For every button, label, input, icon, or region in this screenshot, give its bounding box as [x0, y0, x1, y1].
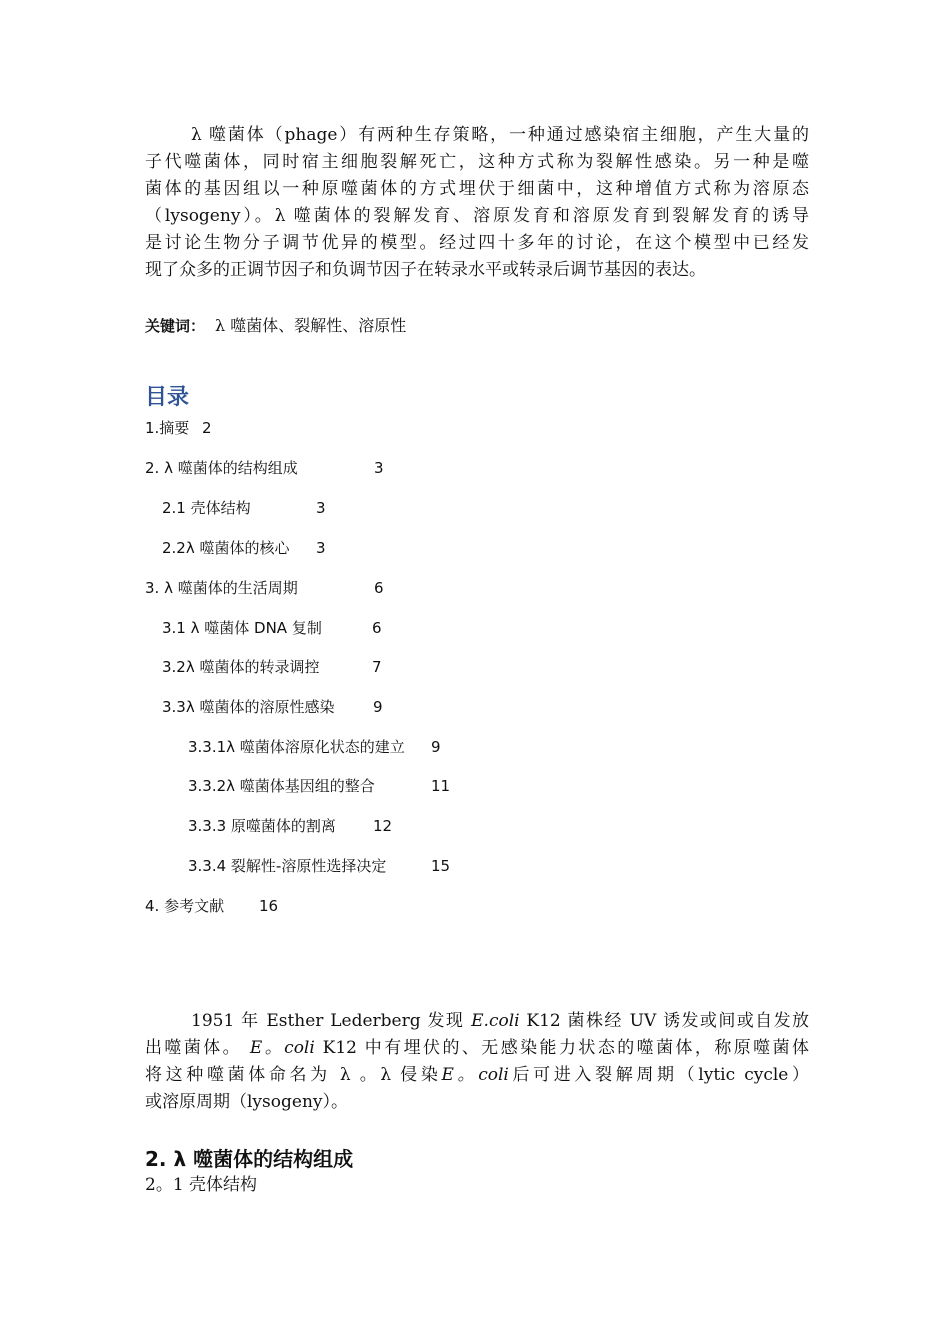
intro-paragraph [145, 1008, 809, 1116]
toc-entry-label: 3.3.2λ 噬菌体基因组的整合 [188, 777, 375, 795]
abstract-line: 现了众多的正调节因子和负调节因子在转录水平或转录后调节基因的表达。 [145, 260, 706, 280]
toc-entry-page: 15 [431, 857, 451, 875]
toc-entry-label: 3.2λ 噬菌体的转录调控 [162, 658, 320, 676]
species-name: E。coli [249, 1038, 315, 1058]
toc-entry-page: 3 [374, 459, 384, 477]
abstract-line: λ 噬菌体（phage）有两种生存策略，一种通过感染宿主细胞，产生大量的 [191, 125, 809, 145]
toc-entry-page: 12 [373, 817, 393, 835]
species-name: E。coli [441, 1065, 509, 1085]
abstract-line: 子代噬菌体，同时宿主细胞裂解死亡，这种方式称为裂解性感染。另一种是噬 [145, 152, 809, 172]
toc-entry-page: 9 [431, 738, 441, 756]
toc-entry-label: 3.3.4 裂解性-溶原性选择决定 [188, 857, 387, 875]
toc-entry-page: 6 [372, 619, 382, 637]
intro-text: 1951 年 Esther Lederberg 发现 [191, 1011, 465, 1031]
sub-heading: 2。1 壳体结构 [145, 1175, 258, 1195]
section-heading: 2. λ 噬菌体的结构组成 [145, 1147, 354, 1171]
toc-entry-page: 3 [316, 499, 326, 517]
toc-entry-label: 4. 参考文献 [145, 897, 225, 915]
intro-line [145, 1062, 809, 1089]
intro-line [145, 1035, 809, 1062]
abstract-line: 是讨论生物分子调节优异的模型。经过四十多年的讨论，在这个模型中已经发 [145, 233, 809, 253]
species-name: E.coli [471, 1011, 520, 1031]
toc-entry-label: 2.1 壳体结构 [162, 499, 251, 517]
intro-text: 后可进入裂解周期（lytic cycle） [508, 1065, 809, 1085]
toc-entry-label: 3. λ 噬菌体的生活周期 [145, 579, 298, 597]
toc-entry-page: 6 [374, 579, 384, 597]
toc-entry-page: 11 [431, 777, 451, 795]
toc-entry-page: 16 [259, 897, 279, 915]
toc-entry-page: 3 [316, 539, 326, 557]
keywords [145, 313, 406, 336]
abstract-line: 菌体的基因组以一种原噬菌体的方式埋伏于细菌中，这种增值方式称为溶原态 [145, 179, 809, 199]
keywords-value: λ 噬菌体、裂解性、溶原性 [215, 316, 407, 335]
intro-text: K12 中有埋伏的、无感染能力状态的噬菌体，称原噬菌体 [322, 1038, 809, 1058]
intro-line: 或溶原周期（lysogeny）。 [145, 1092, 348, 1112]
toc-entry-label: 1.摘要 [145, 419, 190, 437]
toc-entry-page: 9 [373, 698, 383, 716]
toc-entry-label: 2. λ 噬菌体的结构组成 [145, 459, 298, 477]
abstract-paragraph [145, 122, 809, 284]
toc-title: 目录 [145, 385, 190, 410]
toc-entry-label: 2.2λ 噬菌体的核心 [162, 539, 290, 557]
toc-entry-page: 7 [372, 658, 382, 676]
intro-text: 出噬菌体。 [145, 1038, 243, 1058]
toc-entry-label: 3.3.1λ 噬菌体溶原化状态的建立 [188, 738, 405, 756]
intro-text: 将这种噬菌体命名为 λ 。λ 侵染 [145, 1065, 442, 1085]
intro-text: K12 菌株经 UV 诱发或间或自发放 [526, 1011, 810, 1031]
abstract-line: （lysogeny）。λ 噬菌体的裂解发育、溶原发育和溶原发育到裂解发育的诱导 [145, 206, 809, 226]
keywords-label: 关键词： [145, 317, 206, 335]
toc-entry-label: 3.1 λ 噬菌体 DNA 复制 [162, 619, 322, 637]
toc-entry-page: 2 [202, 419, 212, 437]
intro-line [145, 1008, 809, 1035]
toc-entry-label: 3.3.3 原噬菌体的割离 [188, 817, 336, 835]
toc-entry-label: 3.3λ 噬菌体的溶原性感染 [162, 698, 335, 716]
